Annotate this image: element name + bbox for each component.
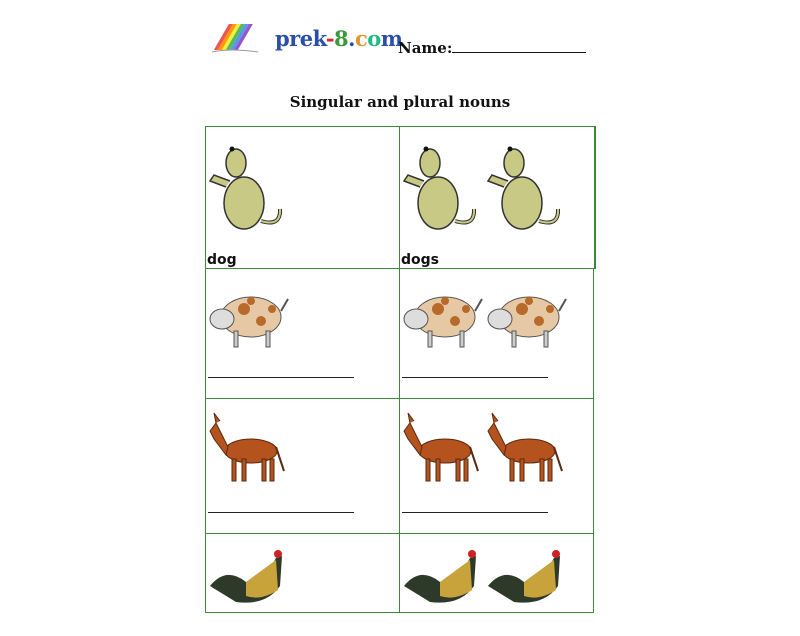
rooster-icon — [206, 546, 291, 636]
page-title: Singular and plural nouns — [289, 93, 511, 111]
singular-answer-line[interactable] — [208, 377, 354, 378]
name-blank-line[interactable] — [452, 38, 586, 53]
brand-logo-text: prek-8.com — [275, 26, 403, 51]
singular-answer-line[interactable] — [208, 512, 354, 513]
cow-icon — [484, 281, 569, 371]
plural-answer-line[interactable] — [402, 512, 548, 513]
cow-plural-cell — [399, 268, 594, 399]
name-field[interactable] — [398, 38, 586, 57]
rooster-icon — [400, 546, 485, 636]
donkey-plural-cell — [399, 398, 594, 534]
plural-word: dogs — [401, 252, 439, 268]
rooster-plural-cell — [399, 533, 594, 613]
rooster-icon — [484, 546, 569, 636]
dog-plural-cell — [399, 126, 596, 269]
singular-word: dog — [207, 252, 237, 268]
donkey-singular-cell — [205, 398, 400, 534]
plural-answer-line[interactable] — [402, 377, 548, 378]
cow-singular-cell — [205, 268, 400, 399]
donkey-icon — [206, 411, 291, 501]
cow-icon — [400, 281, 485, 371]
dog-icon — [484, 143, 569, 233]
dog-icon — [206, 143, 291, 233]
name-label: Name: — [398, 39, 453, 57]
donkey-icon — [400, 411, 485, 501]
rooster-singular-cell — [205, 533, 400, 613]
dog-singular-cell — [205, 126, 400, 269]
donkey-icon — [484, 411, 569, 501]
dog-icon — [400, 143, 485, 233]
rainbow-logo-icon — [210, 22, 262, 54]
cow-icon — [206, 281, 291, 371]
